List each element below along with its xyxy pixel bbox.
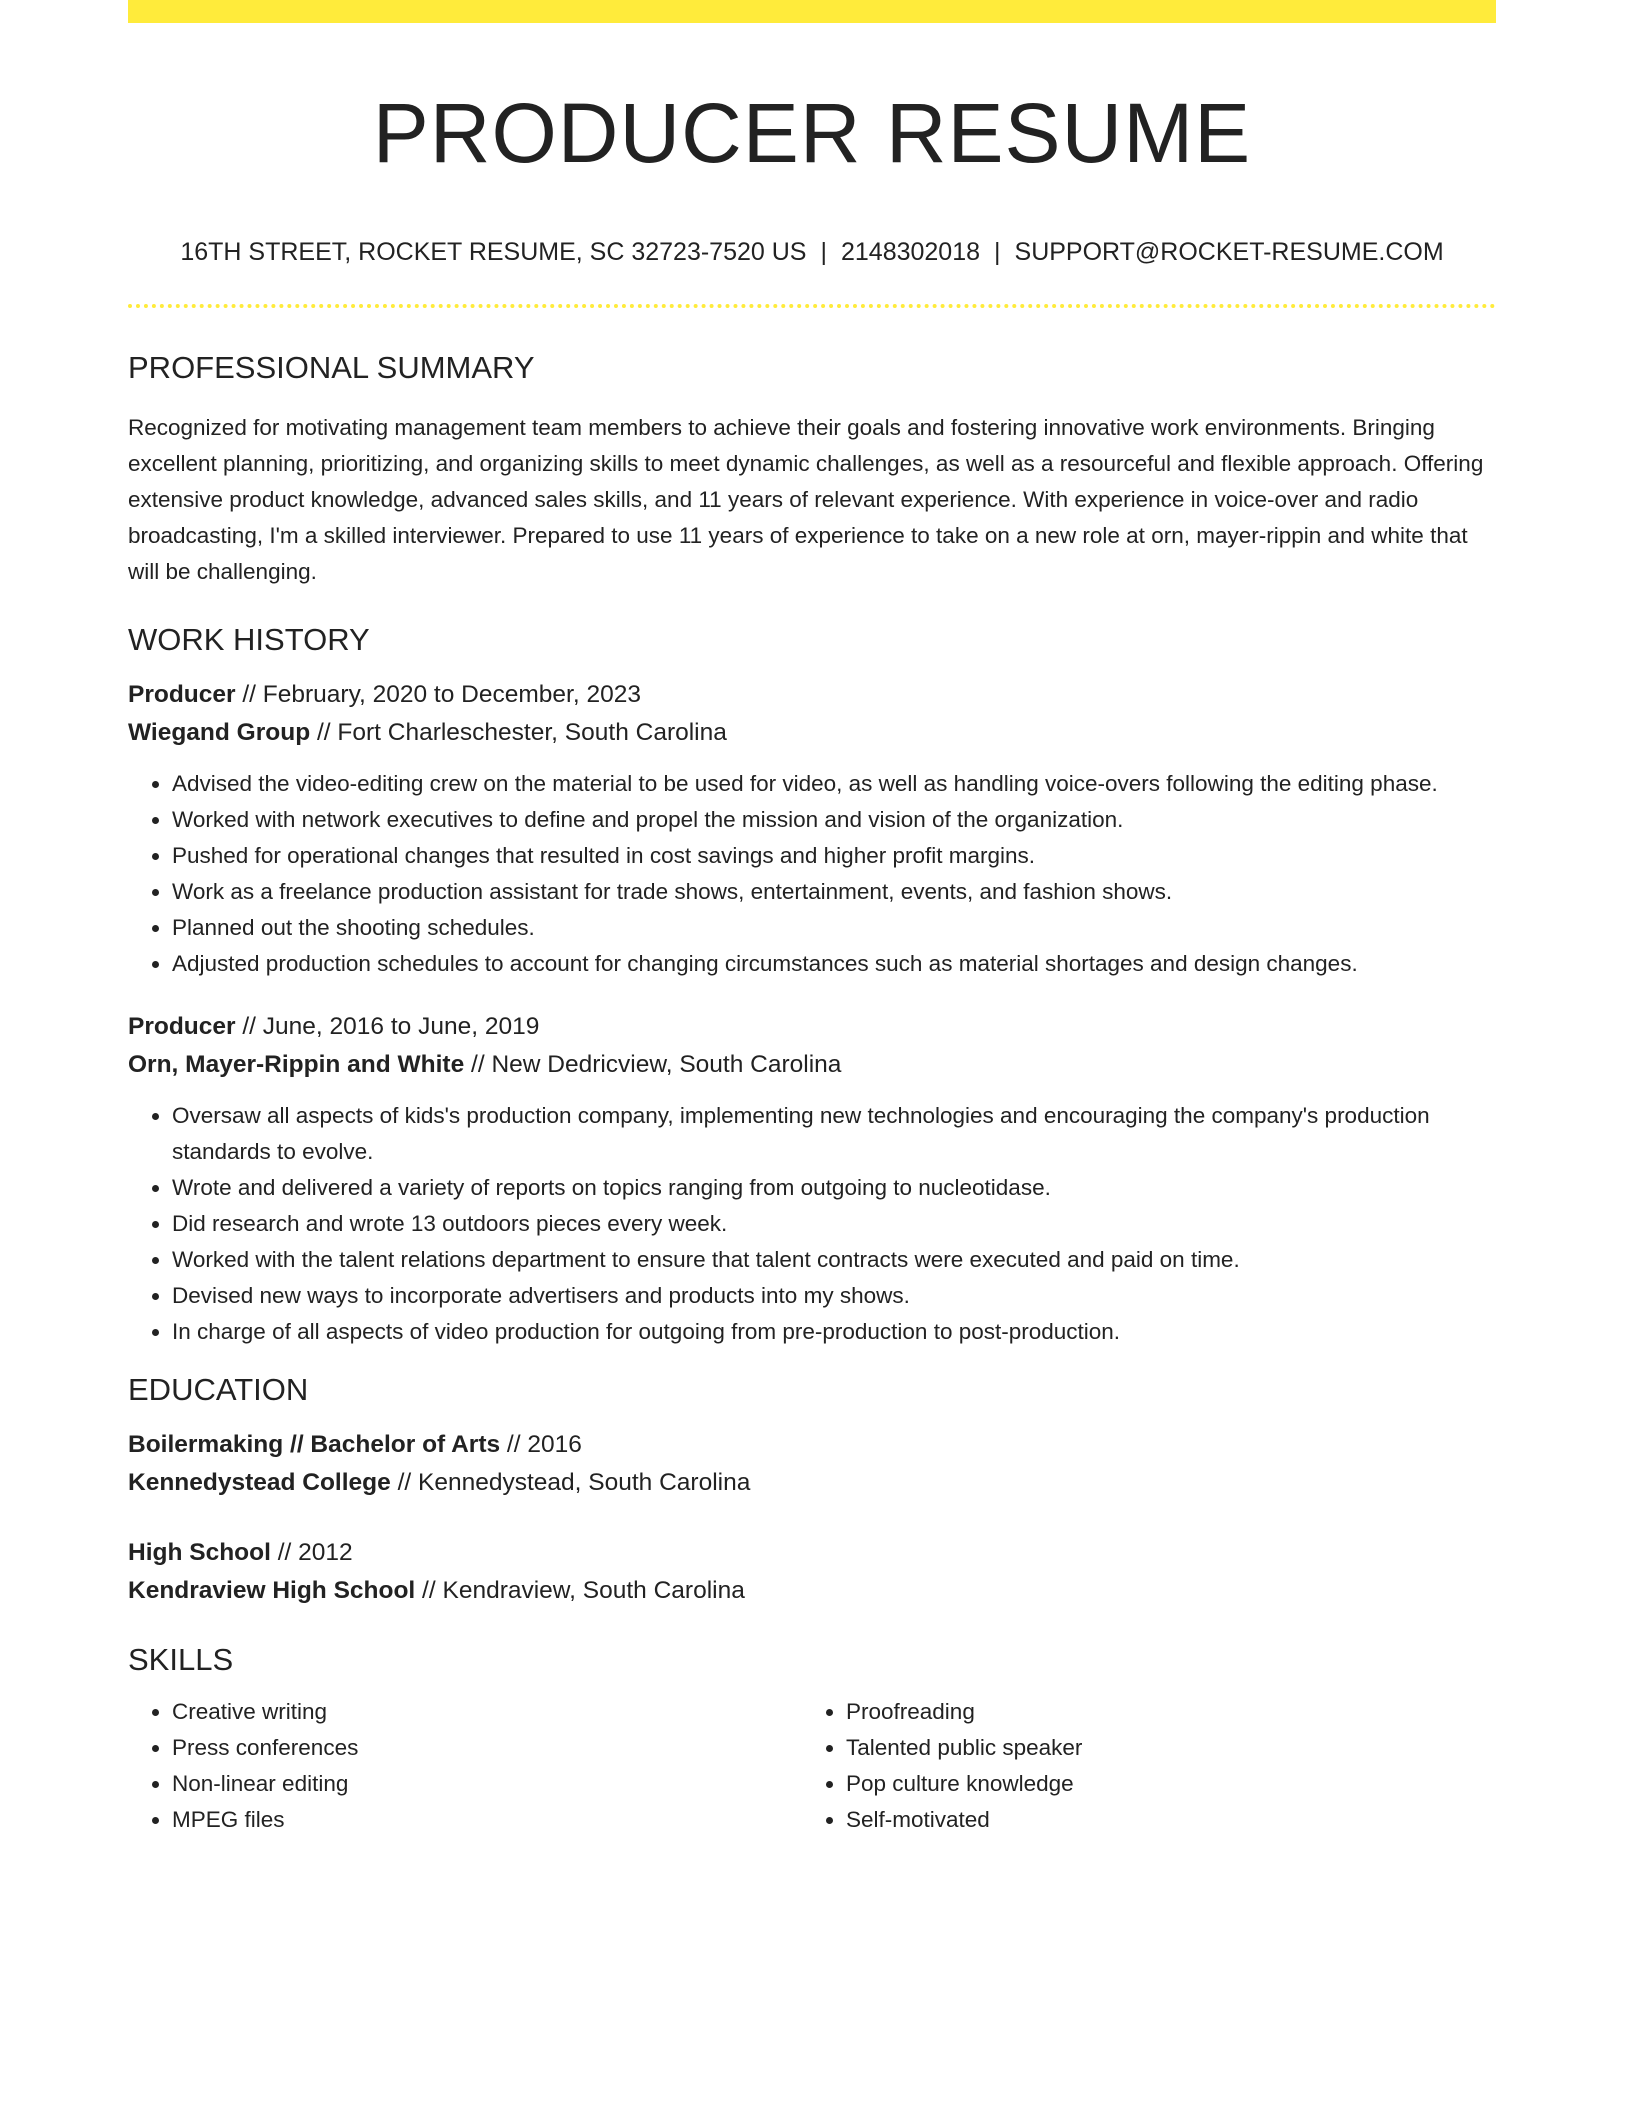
job-company: Orn, Mayer-Rippin and White [128,1051,465,1078]
job-bullets [128,766,1496,982]
job-bullet: • Pushed for operational changes that resulted in cost savings and higher profit margins. [172,838,1496,874]
job-company-line [128,714,1496,752]
job-bullet: • Worked with the talent relations department to ensure that talent contracts were executed and paid on time. [172,1242,1496,1278]
contact-separator: | [820,238,827,266]
job-title-line [128,676,1496,714]
school-location: // Kendraview, South Carolina [415,1577,745,1604]
skills-column-left [128,1694,802,1838]
job-bullet: • Devised new ways to incorporate advertisers and products into my shows. [172,1278,1496,1314]
job-bullet: • Work as a freelance production assistant for trade shows, entertainment, events, and fashion shows. [172,874,1496,910]
job-location: // Fort Charleschester, South Carolina [310,719,727,746]
job-bullet: • Planned out the shooting schedules. [172,910,1496,946]
job-company: Wiegand Group [128,719,311,746]
skill-item: • Self-motivated [846,1802,1476,1838]
dotted-divider [128,304,1496,308]
email: SUPPORT@ROCKET-RESUME.COM [1014,238,1444,266]
job-bullet: • Worked with network executives to define and propel the mission and vision of the organization. [172,802,1496,838]
job-bullets [128,1098,1496,1350]
skill-item: • MPEG files [172,1802,802,1838]
job-title-line [128,1008,1496,1046]
summary-heading: PROFESSIONAL SUMMARY [128,350,535,385]
degree: Boilermaking // Bachelor of Arts [128,1431,501,1458]
work-history-heading: WORK HISTORY [128,622,370,657]
degree: High School [128,1539,271,1566]
skills-list [128,1694,1496,1838]
skill-item: • Press conferences [172,1730,802,1766]
skills-heading: SKILLS [128,1642,234,1677]
school: Kennedystead College [128,1469,391,1496]
job-dates: // June, 2016 to June, 2019 [235,1013,540,1040]
degree-line [128,1534,1496,1572]
school-location: // Kennedystead, South Carolina [390,1469,751,1496]
job-entry [128,676,1496,982]
address: 16TH STREET, ROCKET RESUME, SC 32723-7520 US [180,238,807,266]
school-line [128,1464,1496,1502]
job-title: Producer [128,1013,236,1040]
skill-item: • Talented public speaker [846,1730,1476,1766]
school-line [128,1572,1496,1610]
education-entry [128,1534,1496,1610]
summary-text: Recognized for motivating management team members to achieve their goals and fostering innovative work environments. Bringing excellent planning, prioritizing, and organizing skills to meet dynamic challenges, as well as a resourceful and flexible approach. Offering extensive product knowledge, advanced sales skills, and 11 years of relevant experience. With experience in voice-over and radio broadcasting, I'm a skilled interviewer. Prepared to use 11 years of experience to take on a new role at orn, mayer-rippin and white that will be challenging. [128,415,1484,584]
degree-year: // 2016 [500,1431,582,1458]
accent-bar [128,0,1496,23]
job-bullet: • Adjusted production schedules to account for changing circumstances such as material shortages and design changes. [172,946,1496,982]
education-entry [128,1426,1496,1502]
resume-page [128,0,1496,1838]
job-dates: // February, 2020 to December, 2023 [235,681,641,708]
contact-line [128,235,1496,269]
resume-title: PRODUCER RESUME [372,86,1252,180]
degree-year: // 2012 [270,1539,353,1566]
job-bullet: • Wrote and delivered a variety of reports on topics ranging from outgoing to nucleotidase. [172,1170,1496,1206]
job-entry [128,1008,1496,1350]
job-bullet: • Oversaw all aspects of kids's production company, implementing new technologies and encouraging the company's production standards to evolve. [172,1098,1496,1170]
job-bullet: • Did research and wrote 13 outdoors pieces every week. [172,1206,1496,1242]
job-bullet: • Advised the video-editing crew on the material to be used for video, as well as handling voice-overs following the editing phase. [172,766,1496,802]
job-company-line [128,1046,1496,1084]
education-heading: EDUCATION [128,1372,309,1407]
skill-item: • Pop culture knowledge [846,1766,1476,1802]
skills-column-right [802,1694,1476,1838]
school: Kendraview High School [128,1577,416,1604]
job-title: Producer [128,681,236,708]
skill-item: • Proofreading [846,1694,1476,1730]
skill-item: • Creative writing [172,1694,802,1730]
degree-line [128,1426,1496,1464]
contact-separator: | [994,238,1001,266]
job-location: // New Dedricview, South Carolina [464,1051,842,1078]
phone: 2148302018 [840,238,981,266]
job-bullet: • In charge of all aspects of video production for outgoing from pre-production to post-production. [172,1314,1496,1350]
skill-item: • Non-linear editing [172,1766,802,1802]
